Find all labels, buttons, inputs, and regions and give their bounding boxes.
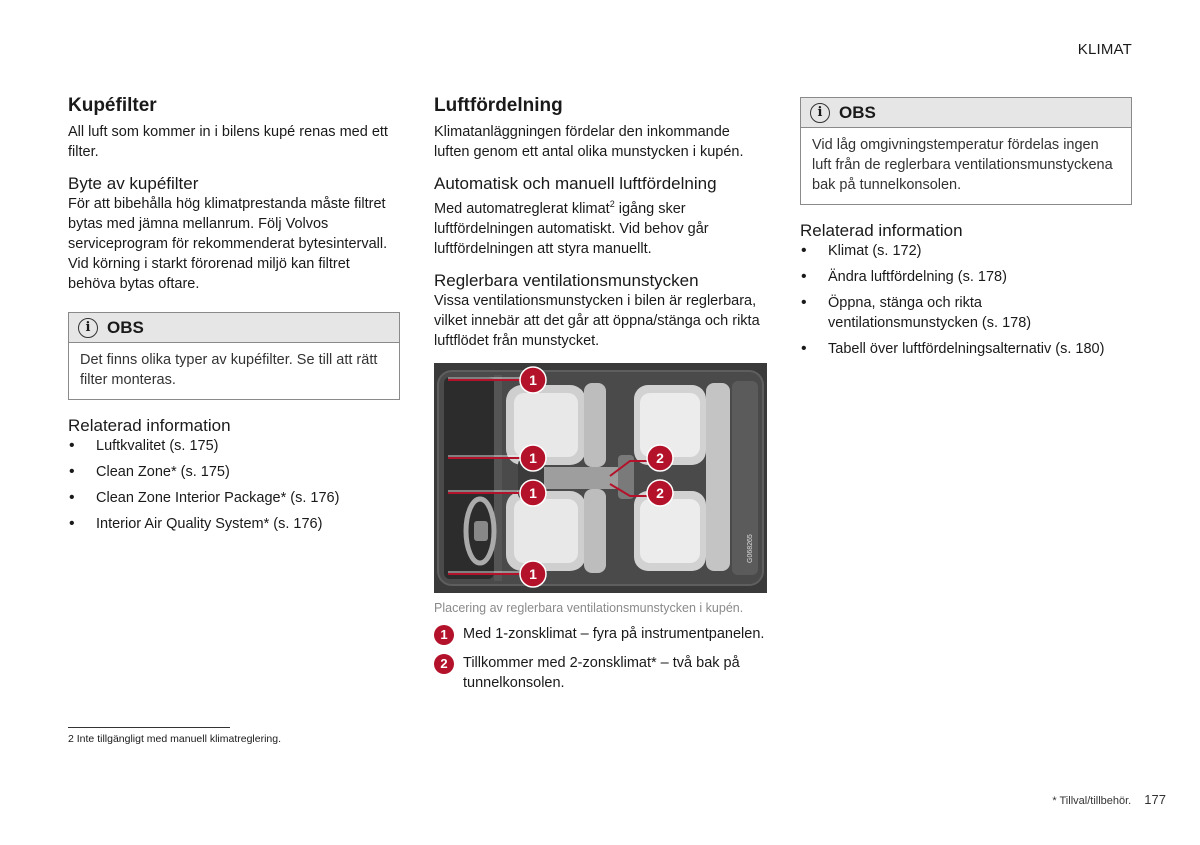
svg-text:1: 1 [529, 565, 537, 582]
footnote-ref: 2 [609, 199, 615, 209]
luftfordelning-intro: Klimatanläggningen fördelar den inkommande luften genom ett antal olika munstycken i kupén. [434, 124, 744, 160]
marker-1-top [520, 367, 546, 393]
subsection-title-vent: Reglerbara ventilationsmunstycken [434, 270, 699, 290]
svg-text:1: 1 [529, 449, 537, 466]
subsection-title-auto: Automatisk och manuell luftfördelning [434, 174, 717, 193]
section-title-luftfordelning: Luftfördelning [434, 95, 563, 116]
marker-1-center-upper [520, 445, 546, 471]
subsection-title-byte: Byte av kupéfilter [68, 174, 199, 193]
legend-item-1 [434, 624, 769, 645]
chapter-title: KLIMAT [1077, 41, 1132, 58]
related-list [800, 241, 1132, 359]
footer-note: * Tillval/tillbehör. [1052, 795, 1132, 807]
obs-label: OBS [107, 317, 144, 337]
related-title: Relaterad information [68, 416, 231, 435]
obs-text: Det finns olika typer av kupéfilter. Se till att rätt filter monteras. [80, 352, 378, 388]
svg-text:1: 1 [529, 371, 537, 388]
marker-2-upper [647, 445, 673, 471]
related-link[interactable]: • Klimat (s. 172) [800, 241, 1132, 261]
info-icon: i [78, 318, 98, 338]
svg-text:2: 2 [656, 449, 664, 466]
section-title-kupefilter: Kupéfilter [68, 95, 157, 116]
legend-item-2 [434, 653, 769, 693]
related-link[interactable]: • Clean Zone Interior Package* (s. 176) [68, 488, 400, 508]
marker-1-bottom [520, 561, 546, 587]
svg-text:2: 2 [656, 484, 664, 501]
column-obs [800, 97, 1132, 365]
footnote-divider [68, 727, 230, 728]
info-icon: i [810, 103, 830, 123]
related-link[interactable]: • Tabell över luftfördelningsalternativ (s. 180) [800, 339, 1132, 359]
obs-note-box [68, 312, 400, 400]
related-link[interactable]: • Luftkvalitet (s. 175) [68, 436, 400, 456]
column-luftfordelning [434, 94, 769, 693]
marker-1-center-lower [520, 480, 546, 506]
cabin-illustration [434, 363, 767, 593]
legend-text-1: Med 1-zonsklimat – fyra på instrumentpanelen. [463, 625, 765, 642]
auto-text: Med automatreglerat klimat$^2$ igång sker luftfördelningen automatiskt. Vid behov går luftfördelningen att styra manuellt. [434, 199, 709, 257]
related-link[interactable]: • Clean Zone* (s. 175) [68, 462, 400, 482]
marker-2-icon: 2 [434, 654, 454, 674]
obs-note-box [800, 97, 1132, 205]
vent-text: Vissa ventilationsmunstycken i bilen är reglerbara, vilket innebär att det går att öppna/stänga och rikta luftflödet från munstycket. [434, 292, 760, 349]
related-link[interactable]: • Interior Air Quality System* (s. 176) [68, 514, 400, 534]
related-link[interactable]: • Ändra luftfördelning (s. 178) [800, 267, 1132, 287]
related-title: Relaterad information [800, 221, 963, 240]
marker-1-icon: 1 [434, 625, 454, 645]
marker-2-lower [647, 480, 673, 506]
obs-label: OBS [839, 102, 876, 122]
page-footer [1052, 792, 1166, 807]
figure-caption: Placering av reglerbara ventilationsmunstycken i kupén. [434, 600, 744, 615]
kupefilter-intro: All luft som kommer in i bilens kupé renas med ett filter. [68, 124, 388, 160]
legend-text-2: Tillkommer med 2-zonsklimat* – två bak på tunnelkonsolen. [463, 654, 740, 691]
page-number: 177 [1144, 792, 1166, 807]
related-list [68, 436, 400, 534]
obs-header [69, 313, 399, 343]
figure-code: G068265 [747, 534, 754, 563]
column-kupefilter [68, 94, 400, 540]
related-link[interactable]: • Öppna, stänga och rikta ventilationsmunstycken (s. 178) [800, 293, 1132, 333]
byte-text: För att bibehålla hög klimatprestanda måste filtret bytas med jämna mellanrum. Följ Volvos serviceprogram för rekommenderat bytesintervall. Vid körning i starkt förorenad miljö kan filtret behöva bytas oftare. [68, 196, 388, 292]
svg-text:1: 1 [529, 484, 537, 501]
footnote: 2 Inte tillgängligt med manuell klimatreglering. [68, 733, 282, 745]
obs-header [801, 98, 1131, 128]
obs-text: Vid låg omgivningstemperatur fördelas ingen luft från de reglerbara ventilationsmunstyckena bak på tunnelkonsolen. [812, 137, 1113, 193]
